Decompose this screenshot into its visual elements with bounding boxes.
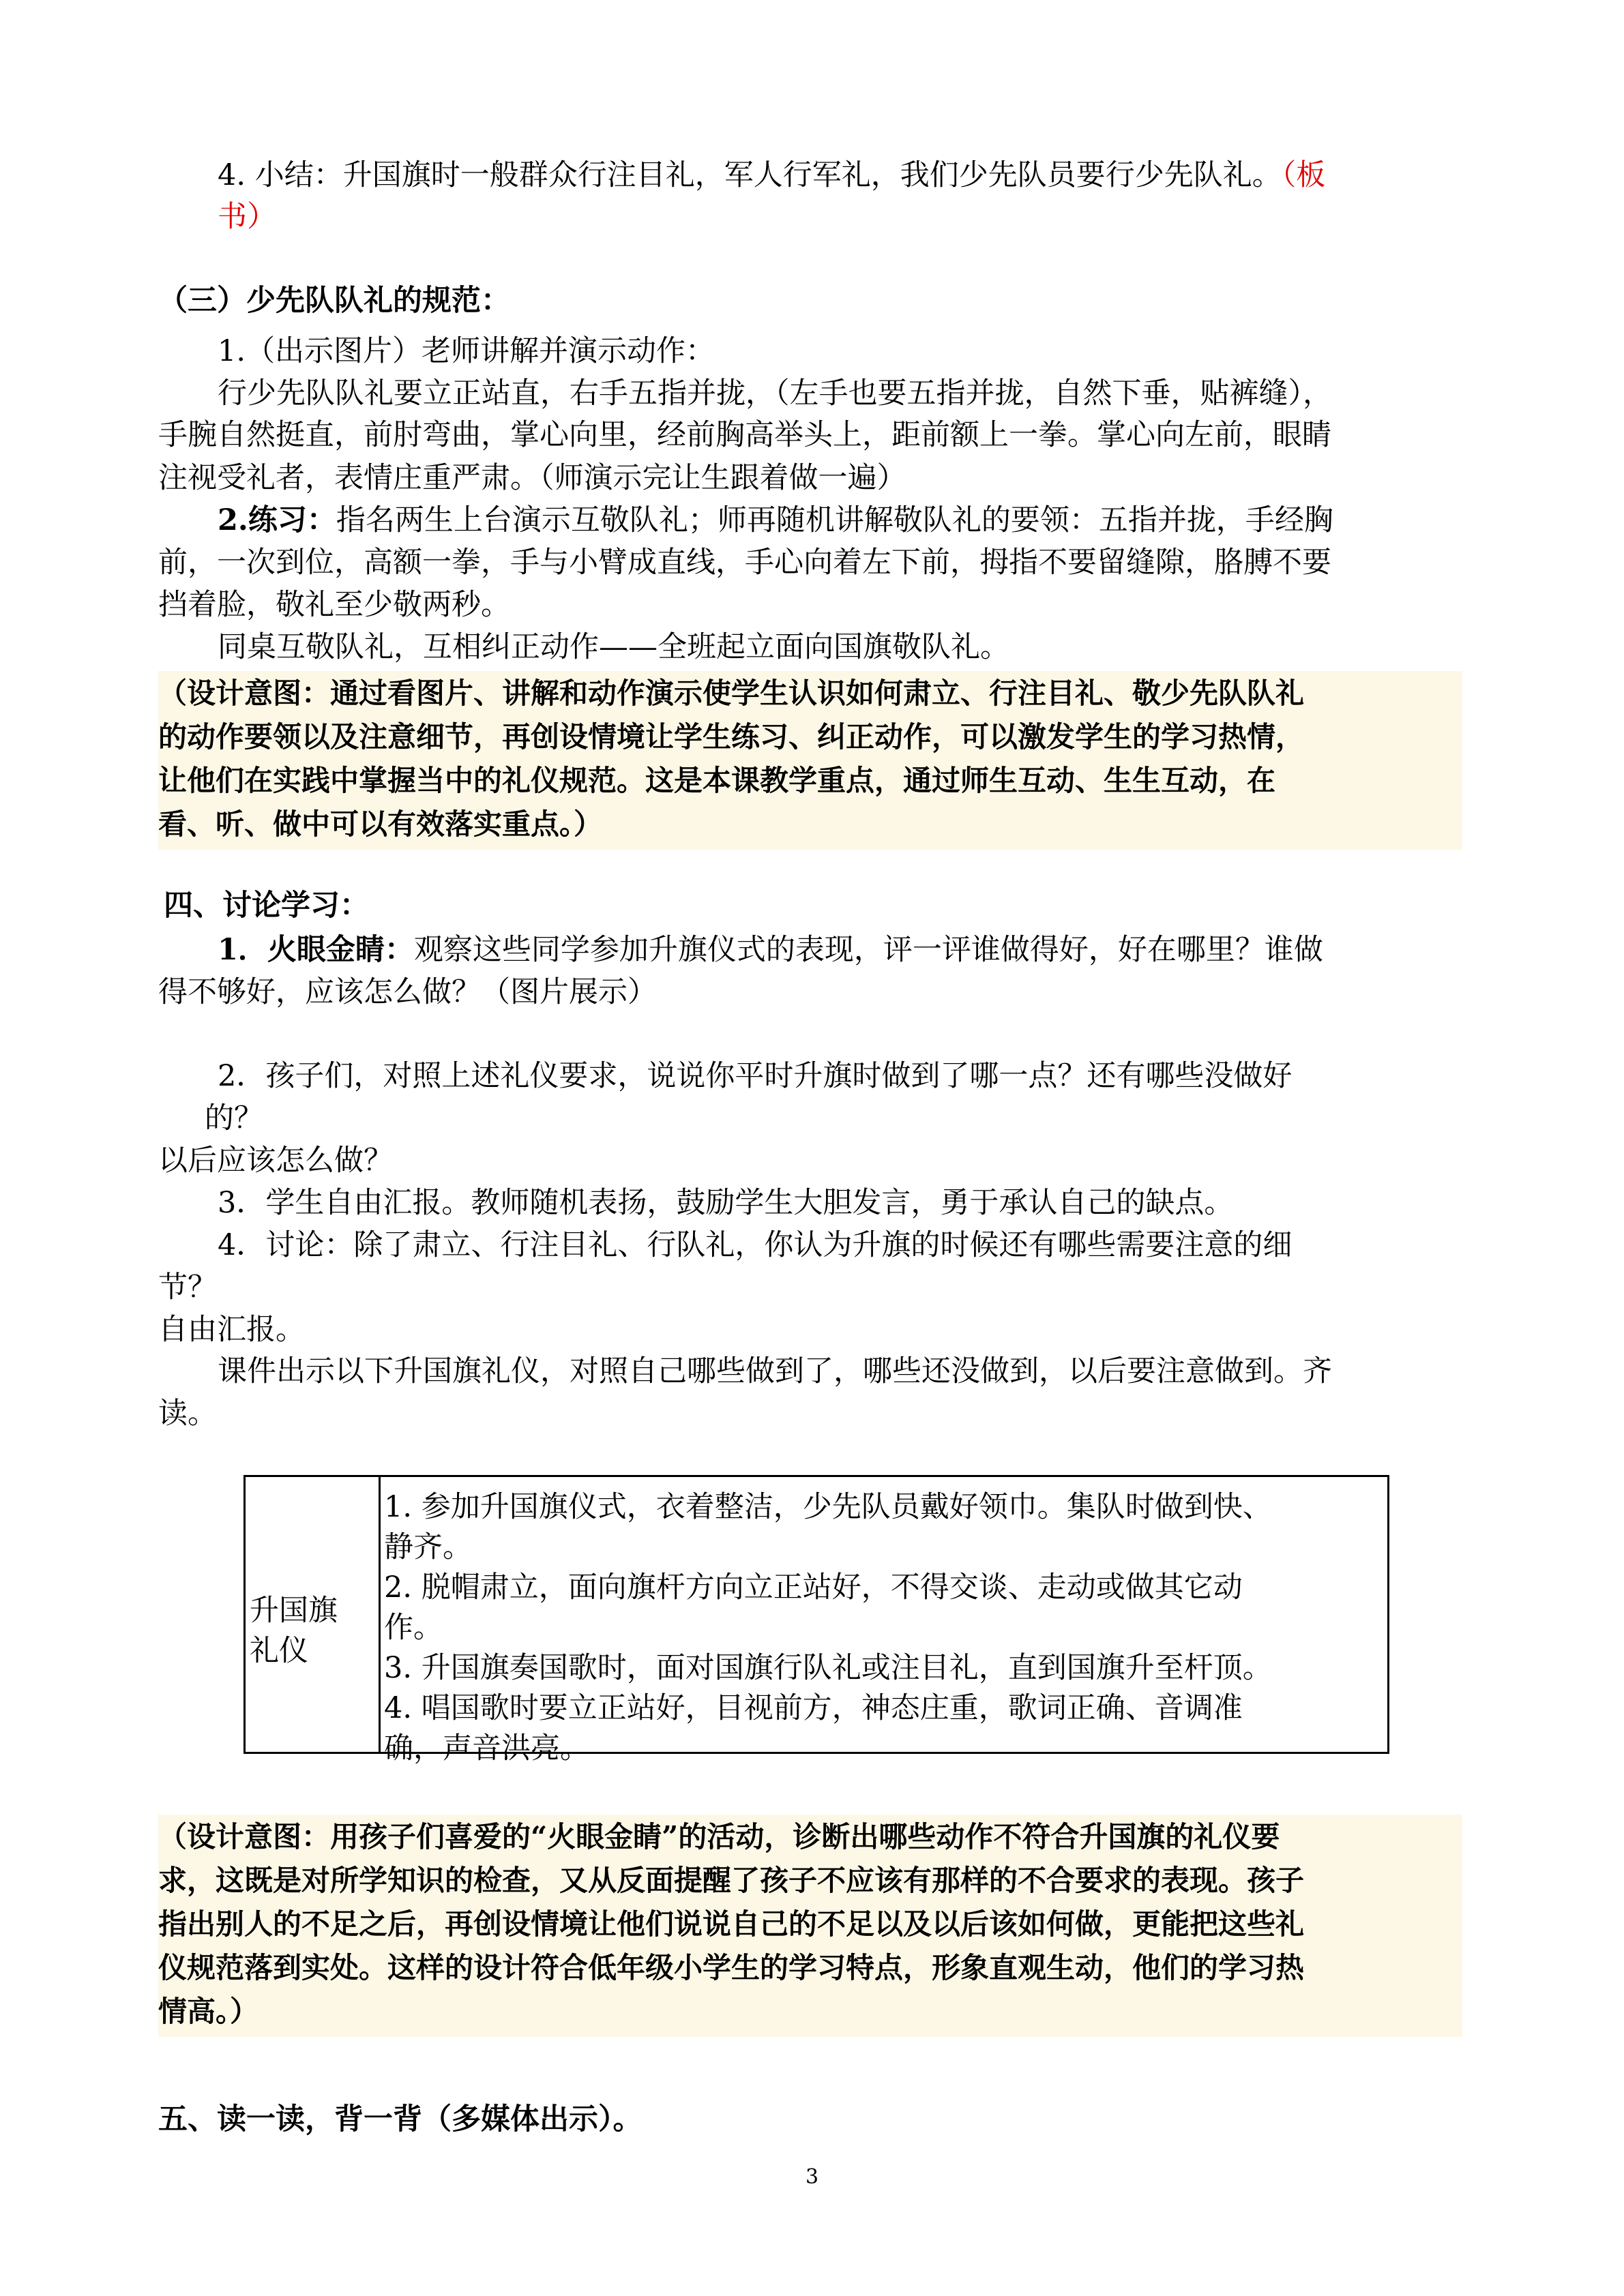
section3-practice-line2: 前，一次到位，高额一拳，手与小臂成直线，手心向着左下前，拇指不要留缝隙，胳膊不要 — [158, 546, 1331, 580]
etiquette-table — [243, 1475, 1389, 1765]
design-intent-1 — [158, 671, 1462, 850]
section4-item2-line1: 2．孩子们，对照上述礼仪要求，说说你平时升旗时做到了哪一点？还有哪些没做好 — [218, 1059, 1293, 1093]
section4-item4-line1: 4．讨论：除了肃立、行注目礼、行队礼，你认为升旗的时候还有哪些需要注意的细 — [218, 1228, 1293, 1262]
table-rule-line: 2. 脱帽肃立，面向旗杆方向立正站好，不得交谈、走动或做其它动 — [384, 1570, 1243, 1605]
table-rule-line: 1. 参加升国旗仪式，衣着整洁，少先队员戴好领巾。集队时做到快、 — [384, 1490, 1272, 1524]
design-intent-1-line: 的动作要领以及注意细节，再创设情境让学生练习、纠正动作，可以激发学生的学习热情， — [158, 720, 1305, 754]
design-intent-1-line: （设计意图：通过看图片、讲解和动作演示使学生认识如何肃立、行注目礼、敬少先队队礼 — [158, 676, 1305, 710]
table-divider — [379, 1477, 381, 1752]
board-note-open: （板 — [1281, 158, 1326, 192]
design-intent-2-line: 情高。） — [158, 1995, 259, 2028]
section4-item4-line3: 自由汇报。 — [158, 1313, 305, 1347]
section3-para-line1: 行少先队队礼要立正站直，右手五指并拢，（左手也要五指并拢，自然下垂，贴裤缝）， — [218, 376, 1332, 411]
practice-label: 2.练习： — [218, 503, 336, 537]
table-rule-line: 4. 唱国歌时要立正站好，目视前方，神态庄重，歌词正确、音调准 — [384, 1691, 1243, 1725]
design-intent-1-line: 让他们在实践中掌握当中的礼仪规范。这是本课教学重点，通过师生互动、生生互动，在 — [158, 764, 1276, 797]
table-rule-line: 确，声音洪亮。 — [384, 1731, 589, 1765]
section3-item1: 1.（出示图片）老师讲解并演示动作： — [218, 334, 715, 368]
summary-line — [218, 158, 1326, 192]
section3-deskmate: 同桌互敬队礼，互相纠正动作——全班起立面向国旗敬队礼。 — [218, 630, 1009, 664]
sharp-eyes-text: 观察这些同学参加升旗仪式的表现，评一评谁做得好，好在哪里？谁做 — [413, 933, 1323, 967]
summary-text: 4. 小结：升国旗时一般群众行注目礼，军人行军礼，我们少先队员要行少先队礼。 — [218, 158, 1282, 192]
section4-courseware-line1: 课件出示以下升国旗礼仪，对照自己哪些做到了，哪些还没做到，以后要注意做到。齐 — [218, 1354, 1332, 1388]
table-label-line1: 升国旗 — [250, 1594, 338, 1628]
page-number: 3 — [806, 2165, 819, 2189]
section3-para-line2: 手腕自然挺直，前肘弯曲，掌心向里，经前胸高举头上，距前额上一拳。掌心向左前，眼睛 — [158, 418, 1331, 452]
section4-item1-line1 — [218, 933, 1323, 967]
section5-heading: 五、读一读，背一背（多媒体出示）。 — [158, 2102, 643, 2136]
design-intent-2-line: 指出别人的不足之后，再创设情境让他们说说自己的不足以及以后该如何做，更能把这些礼 — [158, 1907, 1305, 1941]
section4-heading: 四、讨论学习： — [164, 889, 369, 923]
table-rule-line: 3. 升国旗奏国歌时，面对国旗行队礼或注目礼，直到国旗升至杆顶。 — [384, 1651, 1272, 1685]
section4-item4-line2: 节？ — [158, 1270, 217, 1304]
table-rule-line: 静齐。 — [384, 1530, 472, 1564]
section4-courseware-line2: 读。 — [158, 1397, 217, 1431]
practice-text: 指名两生上台演示互敬队礼；师再随机讲解敬队礼的要领：五指并拢，手经胸 — [336, 503, 1333, 537]
section4-item2-line2: 的？ — [205, 1101, 263, 1135]
section3-heading: （三）少先队队礼的规范： — [158, 284, 510, 318]
section4-item1-line2: 得不够好，应该怎么做？（图片展示） — [158, 975, 657, 1009]
design-intent-2-line: 仪规范落到实处。这样的设计符合低年级小学生的学习特点，形象直观生动，他们的学习热 — [158, 1951, 1305, 1984]
design-intent-2 — [158, 1815, 1462, 2037]
table-label-line2: 礼仪 — [250, 1634, 308, 1668]
table-rule-line: 作。 — [384, 1611, 443, 1645]
design-intent-1-line: 看、听、做中可以有效落实重点。） — [158, 807, 603, 841]
section3-practice-line3: 挡着脸，敬礼至少敬两秒。 — [158, 588, 510, 622]
section4-item3: 3．学生自由汇报。教师随机表扬，鼓励学生大胆发言，勇于承认自己的缺点。 — [218, 1186, 1234, 1220]
design-intent-2-line: （设计意图：用孩子们喜爱的“火眼金睛”的活动，诊断出哪些动作不符合升国旗的礼仪要 — [158, 1820, 1280, 1853]
section3-para-line3: 注视受礼者，表情庄重严肃。（师演示完让生跟着做一遍） — [158, 461, 906, 495]
board-note-close: 书） — [218, 200, 276, 234]
sharp-eyes-label: 1．火眼金睛： — [218, 933, 414, 967]
section4-item2-line3: 以后应该怎么做？ — [158, 1144, 393, 1178]
design-intent-2-line: 求，这既是对所学知识的检查，又从反面提醒了孩子不应该有那样的不合要求的表现。孩子 — [158, 1864, 1305, 1897]
section3-practice-line1 — [218, 503, 1333, 537]
